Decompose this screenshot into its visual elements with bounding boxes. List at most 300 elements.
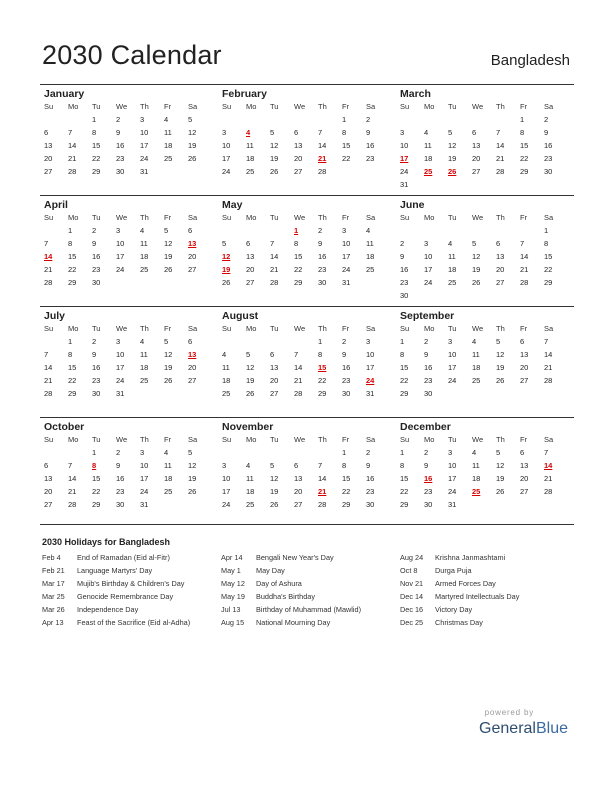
weekday-label: We	[472, 213, 484, 222]
day-cell: 15	[544, 252, 553, 261]
empty-day	[68, 446, 92, 459]
day-cell: 22	[68, 376, 77, 385]
empty-day	[400, 113, 424, 126]
day-cell: 28	[520, 278, 529, 287]
week-row	[400, 165, 570, 178]
day-cell: 18	[164, 474, 173, 483]
day-cell: 25	[164, 487, 173, 496]
empty-day	[472, 178, 496, 191]
holiday-name: National Mourning Day	[256, 618, 331, 627]
day-cell: 1	[68, 337, 73, 346]
day-cell: 1	[400, 448, 405, 457]
day-cell: 11	[472, 461, 480, 470]
weekday-label: Th	[318, 102, 327, 111]
holiday-date: Feb 21	[42, 566, 65, 575]
day-cell: 12	[188, 128, 197, 137]
day-cell: 4	[472, 337, 477, 346]
day-cell: 6	[496, 239, 501, 248]
empty-day	[164, 165, 188, 178]
week-row	[400, 446, 570, 459]
holiday-name: Bengali New Year's Day	[256, 553, 334, 562]
day-cell: 21	[68, 154, 77, 163]
day-cell: 15	[68, 363, 77, 372]
weekday-label: Th	[496, 213, 505, 222]
day-cell: 1	[68, 226, 73, 235]
day-cell: 7	[294, 350, 299, 359]
holiday-day-cell: 4	[246, 128, 251, 137]
day-cell: 3	[400, 128, 405, 137]
holiday-day-cell: 14	[544, 461, 553, 470]
weekday-label: Mo	[246, 324, 257, 333]
day-cell: 19	[188, 474, 197, 483]
day-cell: 10	[222, 474, 231, 483]
day-cell: 19	[270, 154, 279, 163]
holiday-name: Armed Forces Day	[435, 579, 496, 588]
day-cell: 4	[222, 350, 227, 359]
day-cell: 30	[116, 500, 125, 509]
weekday-header	[44, 101, 214, 113]
empty-day	[68, 113, 92, 126]
empty-day	[222, 113, 246, 126]
month-name: March	[400, 88, 431, 100]
day-cell: 12	[164, 350, 173, 359]
holiday-day-cell: 25	[424, 167, 433, 176]
day-cell: 9	[92, 350, 97, 359]
holiday-item	[42, 603, 221, 616]
day-cell: 22	[400, 487, 409, 496]
day-cell: 16	[92, 252, 101, 261]
empty-day	[448, 289, 472, 302]
day-cell: 9	[366, 461, 371, 470]
weekday-label: Mo	[424, 213, 435, 222]
empty-day	[44, 113, 68, 126]
month-name: December	[400, 421, 451, 433]
empty-day	[270, 113, 294, 126]
empty-day	[246, 446, 270, 459]
holiday-day-cell: 19	[222, 265, 231, 274]
empty-day	[544, 498, 568, 511]
day-cell: 13	[520, 350, 529, 359]
holiday-name: End of Ramadan (Eid al-Fitr)	[77, 553, 170, 562]
holiday-name: May Day	[256, 566, 285, 575]
empty-day	[496, 498, 520, 511]
month-april	[40, 196, 218, 306]
holiday-name: Durga Puja	[435, 566, 472, 575]
weekday-label: Sa	[544, 324, 554, 333]
day-cell: 10	[116, 350, 125, 359]
day-cell: 21	[68, 487, 77, 496]
month-september	[396, 307, 574, 417]
weekday-label: Mo	[246, 102, 257, 111]
day-cell: 24	[448, 376, 457, 385]
day-cell: 22	[318, 376, 327, 385]
holiday-date: Dec 14	[400, 592, 424, 601]
brand-logo[interactable]	[479, 720, 568, 738]
day-cell: 16	[92, 363, 101, 372]
day-cell: 28	[544, 376, 553, 385]
week-row	[400, 387, 570, 400]
empty-day	[400, 224, 424, 237]
day-cell: 6	[294, 461, 299, 470]
weekday-header	[222, 323, 392, 335]
holiday-name: Mujib's Birthday & Children's Day	[77, 579, 185, 588]
holiday-date: Mar 25	[42, 592, 65, 601]
month-row	[40, 306, 574, 417]
day-cell: 1	[544, 226, 549, 235]
weekday-label: Sa	[188, 213, 198, 222]
week-row	[44, 263, 214, 276]
day-cell: 28	[544, 487, 553, 496]
empty-day	[424, 289, 448, 302]
empty-day	[520, 498, 544, 511]
week-row	[222, 276, 392, 289]
day-cell: 11	[424, 141, 432, 150]
month-row	[40, 84, 574, 195]
empty-day	[520, 224, 544, 237]
day-cell: 10	[448, 350, 457, 359]
day-cell: 12	[496, 461, 505, 470]
day-cell: 26	[496, 376, 505, 385]
holiday-item	[221, 564, 400, 577]
day-cell: 6	[294, 128, 299, 137]
empty-day	[472, 113, 496, 126]
day-cell: 1	[520, 115, 525, 124]
day-cell: 31	[116, 389, 125, 398]
day-cell: 16	[342, 363, 351, 372]
weekday-label: We	[116, 435, 128, 444]
day-cell: 11	[222, 363, 230, 372]
day-cell: 23	[318, 265, 327, 274]
day-cell: 8	[318, 350, 323, 359]
holiday-day-cell: 14	[44, 252, 53, 261]
empty-day	[544, 289, 568, 302]
day-cell: 21	[44, 265, 53, 274]
day-cell: 14	[270, 252, 279, 261]
weekday-label: We	[116, 102, 128, 111]
empty-day	[448, 113, 472, 126]
day-cell: 6	[188, 337, 193, 346]
week-row	[44, 224, 214, 237]
holiday-date: Dec 25	[400, 618, 424, 627]
day-cell: 5	[246, 350, 251, 359]
day-cell: 2	[318, 226, 323, 235]
day-cell: 2	[366, 115, 371, 124]
day-cell: 28	[270, 278, 279, 287]
week-row	[222, 374, 392, 387]
holiday-date: May 1	[221, 566, 241, 575]
holidays-list	[42, 551, 579, 629]
week-row	[400, 335, 570, 348]
day-cell: 27	[188, 376, 197, 385]
week-row	[44, 446, 214, 459]
day-cell: 11	[366, 239, 374, 248]
holiday-day-cell: 12	[222, 252, 231, 261]
day-cell: 22	[68, 265, 77, 274]
day-cell: 26	[222, 278, 231, 287]
day-cell: 6	[44, 128, 49, 137]
day-cell: 28	[68, 500, 77, 509]
empty-day	[448, 224, 472, 237]
day-cell: 7	[318, 128, 323, 137]
day-cell: 27	[246, 278, 255, 287]
weekday-label: We	[116, 324, 128, 333]
empty-day	[448, 178, 472, 191]
month-name: May	[222, 199, 243, 211]
day-cell: 25	[164, 154, 173, 163]
day-cell: 15	[92, 141, 101, 150]
week-row	[222, 139, 392, 152]
weekday-label: Mo	[68, 435, 79, 444]
weekday-label: Su	[400, 213, 410, 222]
day-cell: 25	[140, 376, 149, 385]
empty-day	[424, 178, 448, 191]
day-cell: 20	[520, 474, 529, 483]
month-name: June	[400, 199, 425, 211]
weekday-label: Th	[496, 102, 505, 111]
day-cell: 24	[342, 265, 351, 274]
day-cell: 13	[496, 252, 505, 261]
holiday-name: Krishna Janmashtami	[435, 553, 506, 562]
weekday-label: Tu	[270, 213, 279, 222]
day-cell: 20	[472, 154, 481, 163]
day-cell: 9	[424, 461, 429, 470]
day-cell: 31	[140, 167, 149, 176]
day-cell: 12	[164, 239, 173, 248]
week-row	[44, 276, 214, 289]
week-row	[400, 374, 570, 387]
day-cell: 23	[342, 376, 351, 385]
day-cell: 18	[140, 252, 149, 261]
day-cell: 12	[188, 461, 197, 470]
country-name: Bangladesh	[490, 52, 570, 69]
week-row	[44, 387, 214, 400]
weekday-label: Sa	[188, 324, 198, 333]
day-cell: 30	[544, 167, 553, 176]
empty-day	[544, 178, 568, 191]
day-cell: 3	[448, 337, 453, 346]
day-cell: 30	[424, 389, 433, 398]
weekday-label: We	[472, 102, 484, 111]
weekday-label: Sa	[188, 102, 198, 111]
day-cell: 17	[116, 252, 125, 261]
day-cell: 8	[342, 461, 347, 470]
week-row	[400, 224, 570, 237]
day-cell: 13	[294, 474, 303, 483]
weekday-label: Fr	[342, 102, 350, 111]
empty-day	[246, 335, 270, 348]
weekday-label: Su	[400, 102, 410, 111]
day-cell: 8	[68, 350, 73, 359]
day-cell: 13	[246, 252, 255, 261]
holiday-name: Feast of the Sacrifice (Eid al-Adha)	[77, 618, 191, 627]
day-cell: 12	[270, 474, 279, 483]
week-row	[400, 250, 570, 263]
month-row	[40, 195, 574, 306]
holiday-name: Buddha's Birthday	[256, 592, 315, 601]
day-cell: 22	[342, 154, 351, 163]
day-cell: 2	[424, 337, 429, 346]
day-cell: 15	[68, 252, 77, 261]
holiday-day-cell: 15	[318, 363, 327, 372]
holiday-date: Apr 13	[42, 618, 64, 627]
holiday-item	[400, 603, 579, 616]
week-row	[44, 250, 214, 263]
day-cell: 10	[140, 128, 149, 137]
weekday-label: Su	[222, 324, 232, 333]
day-cell: 4	[424, 128, 429, 137]
day-cell: 8	[68, 239, 73, 248]
weekday-label: Tu	[92, 213, 101, 222]
day-cell: 26	[246, 389, 255, 398]
empty-day	[318, 113, 342, 126]
week-row	[400, 237, 570, 250]
day-cell: 19	[188, 141, 197, 150]
day-cell: 19	[496, 474, 505, 483]
day-cell: 14	[68, 141, 77, 150]
day-cell: 14	[294, 363, 303, 372]
day-cell: 1	[92, 115, 97, 124]
holiday-day-cell: 8	[92, 461, 97, 470]
weekday-header	[400, 323, 570, 335]
holiday-item	[400, 551, 579, 564]
day-cell: 24	[140, 154, 149, 163]
day-cell: 16	[366, 474, 375, 483]
holiday-day-cell: 26	[448, 167, 457, 176]
day-cell: 27	[496, 278, 505, 287]
weekday-label: Su	[400, 435, 410, 444]
day-cell: 31	[366, 389, 375, 398]
day-cell: 22	[294, 265, 303, 274]
month-august	[218, 307, 396, 417]
week-row	[400, 361, 570, 374]
day-cell: 27	[44, 500, 53, 509]
holiday-item	[42, 590, 221, 603]
empty-day	[318, 446, 342, 459]
weekday-label: Sa	[544, 435, 554, 444]
day-cell: 28	[44, 278, 53, 287]
day-cell: 15	[294, 252, 303, 261]
day-cell: 6	[520, 448, 525, 457]
empty-day	[496, 289, 520, 302]
week-row	[44, 335, 214, 348]
day-cell: 24	[116, 265, 125, 274]
day-cell: 16	[366, 141, 375, 150]
week-row	[44, 237, 214, 250]
month-name: February	[222, 88, 267, 100]
week-row	[222, 446, 392, 459]
day-cell: 14	[44, 363, 53, 372]
month-july	[40, 307, 218, 417]
day-cell: 18	[472, 363, 481, 372]
holiday-date: Feb 4	[42, 553, 61, 562]
week-row	[44, 472, 214, 485]
weekday-header	[222, 212, 392, 224]
day-cell: 11	[140, 350, 148, 359]
holiday-name: Day of Ashura	[256, 579, 302, 588]
weekday-label: We	[294, 324, 306, 333]
day-cell: 2	[400, 239, 405, 248]
day-cell: 31	[400, 180, 409, 189]
holiday-name: Christmas Day	[435, 618, 483, 627]
day-cell: 19	[270, 487, 279, 496]
day-cell: 4	[164, 448, 169, 457]
day-cell: 23	[92, 265, 101, 274]
weekday-label: We	[294, 102, 306, 111]
day-cell: 5	[270, 461, 275, 470]
holiday-date: May 19	[221, 592, 245, 601]
day-cell: 26	[164, 376, 173, 385]
day-cell: 11	[448, 252, 456, 261]
day-cell: 7	[544, 448, 549, 457]
weekday-label: Th	[140, 102, 149, 111]
week-row	[400, 178, 570, 191]
empty-day	[472, 498, 496, 511]
week-row	[44, 459, 214, 472]
day-cell: 29	[544, 278, 553, 287]
weekday-label: Tu	[92, 324, 101, 333]
day-cell: 19	[164, 252, 173, 261]
week-row	[44, 139, 214, 152]
holiday-item	[42, 564, 221, 577]
holiday-column	[400, 551, 579, 629]
day-cell: 24	[116, 376, 125, 385]
day-cell: 14	[520, 252, 529, 261]
holiday-date: Aug 24	[400, 553, 424, 562]
day-cell: 22	[544, 265, 553, 274]
day-cell: 1	[342, 448, 347, 457]
empty-day	[366, 276, 390, 289]
week-row	[222, 498, 392, 511]
divider	[40, 524, 574, 525]
day-cell: 20	[188, 252, 197, 261]
empty-day	[270, 335, 294, 348]
empty-day	[520, 289, 544, 302]
day-cell: 21	[270, 265, 279, 274]
weekday-header	[44, 323, 214, 335]
empty-day	[544, 387, 568, 400]
weekday-label: Tu	[92, 102, 101, 111]
month-name: April	[44, 199, 68, 211]
week-row	[222, 387, 392, 400]
holiday-item	[221, 603, 400, 616]
day-cell: 11	[140, 239, 148, 248]
holiday-date: Nov 21	[400, 579, 424, 588]
weekday-label: Fr	[520, 102, 528, 111]
day-cell: 28	[68, 167, 77, 176]
day-cell: 29	[400, 389, 409, 398]
empty-day	[116, 276, 140, 289]
empty-day	[366, 165, 390, 178]
weekday-label: Fr	[342, 324, 350, 333]
empty-day	[270, 446, 294, 459]
day-cell: 23	[366, 154, 375, 163]
empty-day	[496, 178, 520, 191]
week-row	[400, 459, 570, 472]
day-cell: 1	[342, 115, 347, 124]
day-cell: 9	[342, 350, 347, 359]
day-cell: 5	[448, 128, 453, 137]
day-cell: 24	[448, 487, 457, 496]
day-cell: 17	[448, 474, 457, 483]
weekday-label: Mo	[246, 435, 257, 444]
day-cell: 24	[222, 167, 231, 176]
day-cell: 27	[270, 389, 279, 398]
weekday-label: Sa	[366, 324, 376, 333]
day-cell: 9	[424, 350, 429, 359]
week-row	[222, 113, 392, 126]
weekday-header	[222, 434, 392, 446]
holiday-date: Dec 16	[400, 605, 424, 614]
